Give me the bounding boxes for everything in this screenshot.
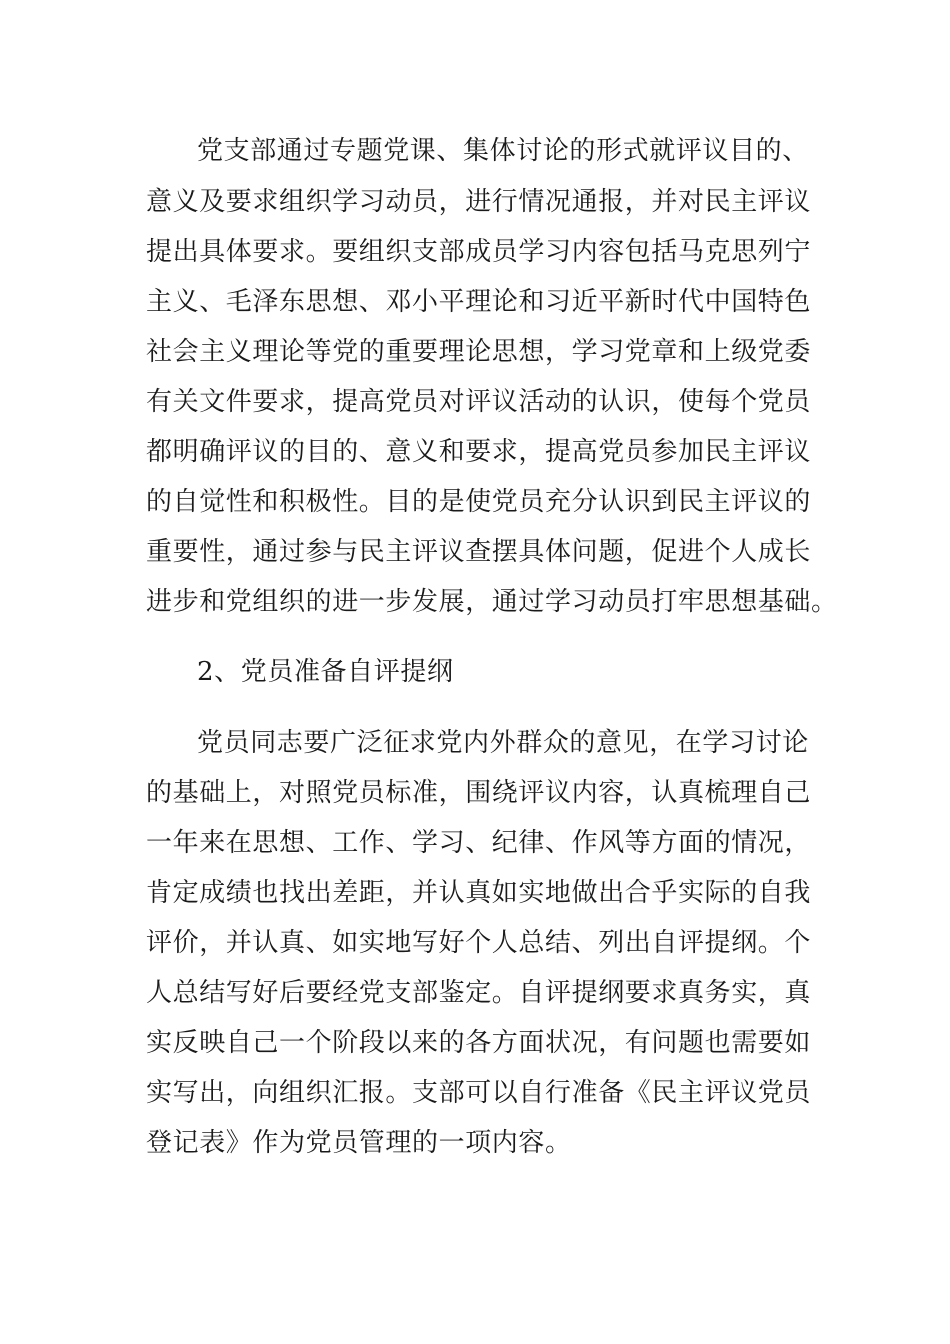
paragraph-2-line-9: 登记表》作为党员管理的一项内容。 [146, 1128, 572, 1158]
paragraph-1-line-8: 的自觉性和积极性。目的是使党员充分认识到民主评议的 [146, 487, 812, 517]
paragraph-2-line-7: 实反映自己一个阶段以来的各方面状况，有问题也需要如 [146, 1028, 812, 1058]
paragraph-1-line-2: 意义及要求组织学习动员，进行情况通报，并对民主评议 [146, 187, 812, 217]
paragraph-2-line-1: 党员同志要广泛征求党内外群众的意见，在学习讨论 [197, 728, 809, 758]
paragraph-1-line-5: 社会主义理论等党的重要理论思想，学习党章和上级党委 [146, 337, 812, 367]
paragraph-2-line-5: 评价，并认真、如实地写好个人总结、列出自评提纲。个 [146, 928, 812, 958]
paragraph-1-line-6: 有关文件要求，提高党员对评议活动的认识，使每个党员 [146, 387, 812, 417]
paragraph-2-line-8: 实写出，向组织汇报。支部可以自行准备《民主评议党员 [146, 1078, 812, 1108]
section-heading: 2、党员准备自评提纲 [197, 657, 454, 687]
paragraph-2-line-2: 的基础上，对照党员标准，围绕评议内容，认真梳理自己 [146, 778, 812, 808]
paragraph-2-line-4: 肯定成绩也找出差距，并认真如实地做出合乎实际的自我 [146, 878, 812, 908]
paragraph-1-line-1: 党支部通过专题党课、集体讨论的形式就评议目的、 [197, 136, 809, 166]
paragraph-1-line-10: 进步和党组织的进一步发展，通过学习动员打牢思想基础。 [146, 587, 838, 617]
paragraph-1-line-3: 提出具体要求。要组织支部成员学习内容包括马克思列宁 [146, 237, 812, 267]
paragraph-2-line-3: 一年来在思想、工作、学习、纪律、作风等方面的情况， [146, 828, 812, 858]
paragraph-2-line-6: 人总结写好后要经党支部鉴定。自评提纲要求真务实，真 [146, 978, 812, 1008]
paragraph-1-line-4: 主义、毛泽东思想、邓小平理论和习近平新时代中国特色 [146, 287, 812, 317]
paragraph-1-line-7: 都明确评议的目的、意义和要求，提高党员参加民主评议 [146, 437, 812, 467]
paragraph-1-line-9: 重要性，通过参与民主评议查摆具体问题，促进个人成长 [146, 537, 812, 567]
